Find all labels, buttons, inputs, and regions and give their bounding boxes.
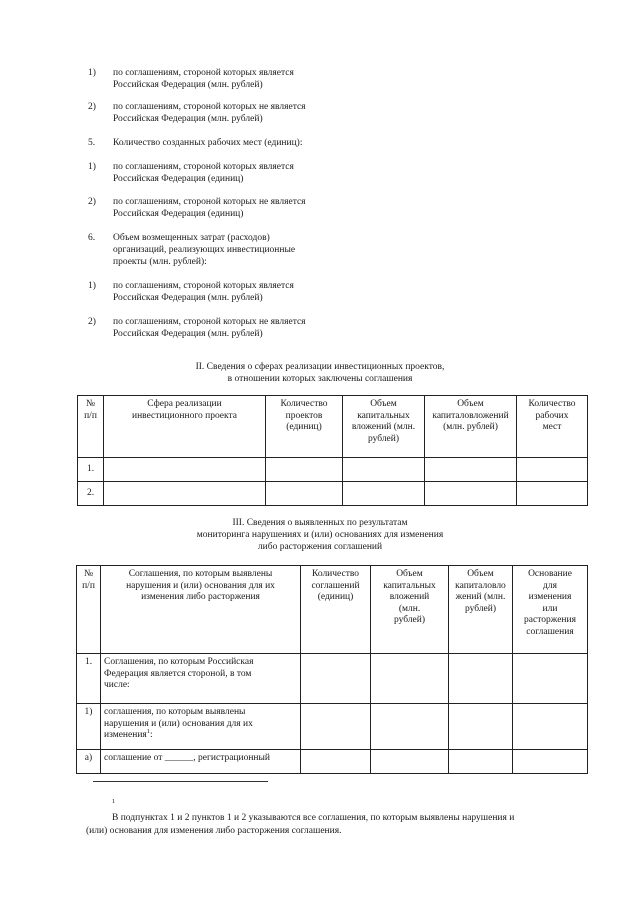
table-cell	[449, 750, 513, 774]
list-item-line: по соглашениям, стороной которых не является	[113, 102, 306, 112]
table-header-row	[78, 396, 588, 458]
header-cell-capital-investments-mln: Объем капиталовложений (млн. рублей)	[425, 396, 517, 458]
list-item-number: 1)	[88, 68, 96, 78]
table-cell	[517, 458, 588, 482]
table-cell	[449, 654, 513, 704]
table-cell	[301, 654, 371, 704]
list-item-text	[113, 67, 373, 91]
list-item-line: Объем возмещенных затрат (расходов)	[113, 233, 270, 243]
list-item-text	[113, 280, 373, 304]
list-item-number: 2)	[88, 102, 96, 112]
header-cell-capital-investments: Объем капитальных вложений (млн. рублей)	[371, 566, 449, 654]
list-item-number: 6.	[88, 233, 96, 243]
heading-line: мониторинга нарушениях и (или) основаниях для изменения	[196, 530, 444, 540]
list-item-line: Российская Федерация (млн. рублей)	[113, 114, 263, 124]
heading-line: II. Сведения о сферах реализации инвестиционных проектов,	[195, 362, 445, 372]
header-cell-number: № п/п	[78, 396, 104, 458]
table-row	[77, 654, 588, 704]
list-item-text	[113, 101, 373, 125]
table-cell	[301, 750, 371, 774]
footnote-mark: 1	[112, 797, 116, 805]
list-item-line: Российская Федерация (млн. рублей)	[113, 80, 263, 90]
table-cell	[343, 482, 425, 506]
footnote-reference: 1	[146, 727, 151, 735]
list-item-line: по соглашениям, стороной которых является	[113, 281, 294, 291]
row-number: 1)	[77, 704, 101, 750]
list-item-line: Российская Федерация (млн. рублей)	[113, 329, 263, 339]
list-item-text	[113, 161, 373, 185]
footnote-line: В подпунктах 1 и 2 пунктов 1 и 2 указываются все соглашения, по которым выявлены нарушения и	[112, 813, 515, 823]
list-item-text	[113, 196, 373, 220]
table-cell	[301, 704, 371, 750]
table-row	[77, 704, 588, 750]
header-cell-agreements-count: Количество соглашений (единиц)	[301, 566, 371, 654]
list-item-number: 5.	[88, 138, 96, 148]
table-cell	[104, 482, 266, 506]
list-item-line: Российская Федерация (млн. рублей)	[113, 293, 263, 303]
section-2-table	[77, 395, 588, 506]
heading-line: либо расторжения соглашений	[257, 542, 383, 552]
table-header-row	[77, 566, 588, 654]
footnote	[86, 799, 592, 838]
row-number: 1.	[77, 654, 101, 704]
list-item-line: по соглашениям, стороной которых не является	[113, 197, 306, 207]
table-row	[77, 750, 588, 774]
row-description: Соглашения, по которым Российская Федерация является стороной, в том числе:	[101, 654, 301, 704]
header-cell-projects-count: Количество проектов (единиц)	[266, 396, 343, 458]
header-cell-number: № п/п	[77, 566, 101, 654]
table-cell	[104, 458, 266, 482]
list-item-line: по соглашениям, стороной которых не является	[113, 317, 306, 327]
table-cell	[266, 482, 343, 506]
row-description: соглашения, по которым выявлены нарушения и (или) основания для их изменения$^1$:	[101, 704, 301, 750]
table-cell	[266, 458, 343, 482]
list-item-number: 1)	[88, 281, 96, 291]
section-2-heading	[120, 361, 520, 385]
list-item-number: 2)	[88, 197, 96, 207]
table-cell	[513, 654, 588, 704]
list-item-number: 2)	[88, 317, 96, 327]
header-cell-capital-investments: Объем капитальных вложений (млн. рублей)	[343, 396, 425, 458]
table-cell	[343, 458, 425, 482]
section-3-heading	[120, 517, 520, 553]
header-cell-sphere: Сфера реализации инвестиционного проекта	[104, 396, 266, 458]
list-item-text	[113, 316, 373, 340]
list-item-line: организаций, реализующих инвестиционные	[113, 245, 296, 255]
table-cell	[425, 482, 517, 506]
table-cell	[513, 704, 588, 750]
footnote-separator	[93, 781, 268, 782]
table-row	[78, 458, 588, 482]
header-cell-capital-investments-mln: Объем капиталовло жений (млн. рублей)	[449, 566, 513, 654]
list-item-line: Количество созданных рабочих мест (единиц):	[113, 138, 303, 148]
header-cell-grounds: Основание для изменения или расторжения соглашения	[513, 566, 588, 654]
table-cell	[513, 750, 588, 774]
table-cell	[517, 482, 588, 506]
row-number: 1.	[78, 458, 104, 482]
table-cell	[449, 704, 513, 750]
row-number: а)	[77, 750, 101, 774]
table-cell	[371, 704, 449, 750]
list-item-line: проекты (млн. рублей):	[113, 257, 207, 267]
list-item-text	[113, 232, 373, 268]
list-item-line: по соглашениям, стороной которых является	[113, 68, 294, 78]
row-description: соглашение от ______, регистрационный	[101, 750, 301, 774]
section-3-table	[76, 565, 588, 774]
list-item-text	[113, 137, 373, 149]
heading-line: III. Сведения о выявленных по результатам	[232, 518, 408, 528]
table-cell	[371, 750, 449, 774]
table-cell	[425, 458, 517, 482]
row-number: 2.	[78, 482, 104, 506]
table-row	[78, 482, 588, 506]
list-item-number: 1)	[88, 162, 96, 172]
list-item-line: Российская Федерация (единиц)	[113, 174, 244, 184]
table-cell	[371, 654, 449, 704]
footnote-line: (или) основания для изменения либо расторжения соглашения.	[86, 826, 342, 836]
list-item-line: Российская Федерация (единиц)	[113, 209, 244, 219]
heading-line: в отношении которых заключены соглашения	[227, 374, 413, 384]
header-cell-jobs: Количество рабочих мест	[517, 396, 588, 458]
header-cell-agreements: Соглашения, по которым выявлены нарушения и (или) основания для их изменения либо расторжения	[101, 566, 301, 654]
list-item-line: по соглашениям, стороной которых является	[113, 162, 294, 172]
